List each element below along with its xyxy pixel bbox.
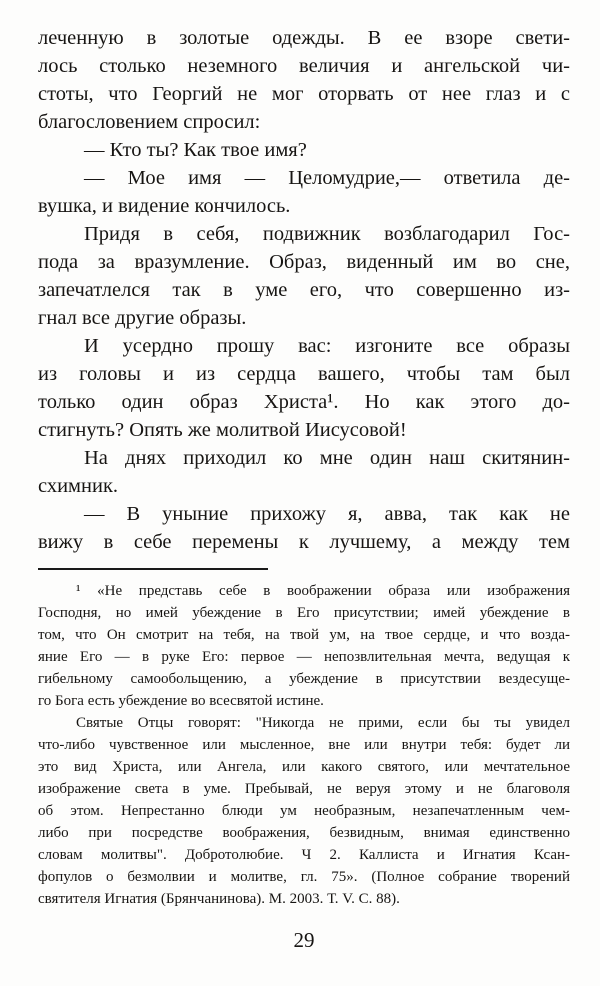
- page-number: 29: [293, 928, 315, 952]
- footnote-line: ¹ «Не представь себе в воображении образа или изображения: [76, 583, 570, 599]
- footnote-line: изображение света в уме. Пребывай, не веруя этому и не благоволя: [38, 781, 570, 797]
- body-line: — Мое имя — Целомудрие,— ответила де-: [84, 167, 570, 189]
- body-line: из головы и из сердца вашего, чтобы там был: [38, 363, 570, 385]
- footnote-line: об этом. Непрестанно блюди ум необразным, незапечатленным чем-: [38, 803, 570, 819]
- body-line: гнал все другие образы.: [38, 307, 247, 329]
- body-text: [38, 24, 570, 556]
- footnote-line: что-либо чувственное или мысленное, вне или внутри тебя: будет ли: [38, 737, 570, 753]
- body-line: вижу в себе перемены к лучшему, а между тем: [38, 531, 570, 553]
- footnote-line: словам молитвы". Добротолюбие. Ч 2. Каллиста и Игнатия Ксан-: [38, 847, 570, 863]
- footnote-line: яние Его — в руке Его: первое — непозвлительная мечта, ведущая к: [38, 649, 570, 665]
- footnote-line: это вид Христа, или Ангела, или какого святого, или мечтательное: [38, 759, 570, 775]
- footnote-line: том, что Он смотрит на тебя, на твой ум, на твое сердце, и что возда-: [38, 627, 570, 643]
- body-line: И усердно прошу вас: изгоните все образы: [84, 335, 570, 357]
- footnote-line: Святые Отцы говорят: "Никогда не прими, если бы ты увидел: [76, 715, 570, 731]
- footnote-line: гибельному самообольщению, а убеждение в присутствии вездесуще-: [38, 671, 570, 687]
- body-line: На днях приходил ко мне один наш скитянин-: [84, 447, 570, 469]
- body-line: пода за вразумление. Образ, виденный им во сне,: [38, 251, 570, 273]
- body-line: — В уныние прихожу я, авва, так как не: [84, 503, 570, 525]
- body-line: благословением спросил:: [38, 111, 261, 133]
- body-line: запечатлелся так в уме его, что совершенно из-: [38, 279, 570, 301]
- body-line: — Кто ты? Как твое имя?: [84, 139, 307, 161]
- footnote-separator: [38, 568, 268, 570]
- body-line: стоты, что Георгий не мог оторвать от нее глаз и с: [38, 83, 570, 105]
- footnote: [38, 580, 570, 910]
- footnote-line: го Бога есть убеждение во всесвятой истине.: [38, 693, 324, 709]
- footnote-line: святителя Игнатия (Брянчанинова). М. 2003. Т. V. С. 88).: [38, 891, 400, 907]
- body-line: схимник.: [38, 475, 119, 497]
- body-line: вушка, и видение кончилось.: [38, 195, 291, 217]
- footnote-line: фопулов о безмолвии и молитве, гл. 75». (Полное собрание творений: [38, 869, 570, 885]
- body-line: леченную в золотые одежды. В ее взоре свети-: [38, 27, 570, 49]
- body-line: стигнуть? Опять же молитвой Иисусовой!: [38, 419, 407, 441]
- footnote-line: Господня, но имей убеждение в Его присутствии; имей убеждение в: [38, 605, 570, 621]
- body-line: лось столько неземного величия и ангельской чи-: [38, 55, 570, 77]
- body-line: Придя в себя, подвижник возблагодарил Гос-: [84, 223, 570, 245]
- body-line: только один образ Христа¹. Но как этого до-: [38, 391, 570, 413]
- footnote-line: либо при посредстве воображения, безвидным, внимая единственно: [38, 825, 570, 841]
